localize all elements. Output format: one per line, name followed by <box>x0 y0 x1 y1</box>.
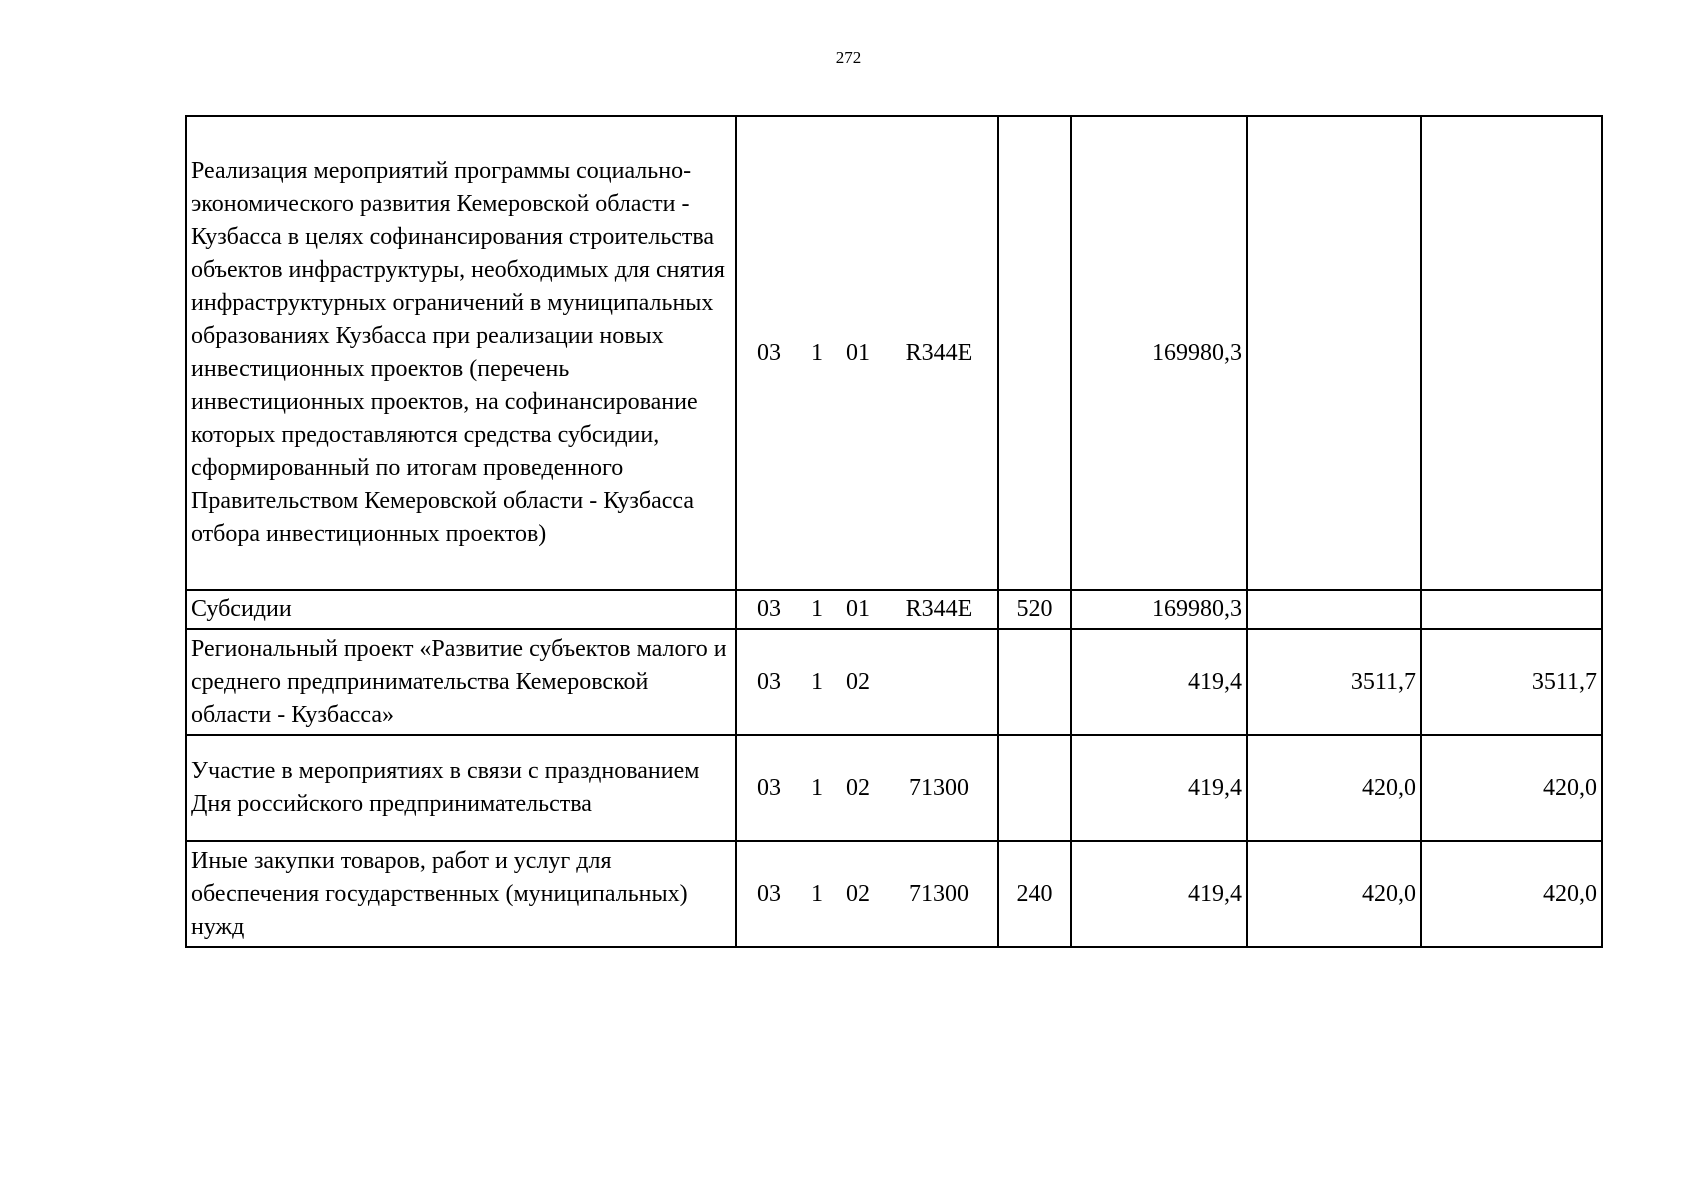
row-name: Иные закупки товаров, работ и услуг для обеспечения государственных (муниципальных) нужд <box>186 841 736 947</box>
table-row <box>186 590 1602 629</box>
subprogram-code: 02 <box>846 668 870 695</box>
classification-codes <box>736 735 998 841</box>
subprogram-code: 01 <box>846 596 870 622</box>
sum-year-2 <box>1247 116 1421 590</box>
direction-code: R344E <box>905 596 973 622</box>
expense-type-code <box>998 116 1071 590</box>
row-name: Реализация мероприятий программы социально-экономического развития Кемеровской области - Кузбасса в целях софинансирования строительства объектов инфраструктуры, необходимых для снятия инфраструктурных ограничений в муниципальных образованиях Кузбасса при реализации новых инвестиционных проектов (перечень инвестиционных проектов, на софинансирование которых предоставляются средства субсидии, сформированный по итогам проведенного Правительством Кемеровской области - Кузбасса отбора инвестиционных проектов) <box>186 116 736 590</box>
sum-year-1: 419,4 <box>1071 841 1247 947</box>
sum-year-3: 3511,7 <box>1421 629 1602 735</box>
program-code: 1 <box>811 596 823 622</box>
subprogram-code: 01 <box>846 339 870 366</box>
sum-year-2: 420,0 <box>1247 841 1421 947</box>
section-code: 03 <box>757 668 781 695</box>
sum-year-1: 419,4 <box>1071 735 1247 841</box>
section-code: 03 <box>757 596 781 622</box>
table-row <box>186 629 1602 735</box>
table-row <box>186 735 1602 841</box>
direction-code: 71300 <box>909 774 969 801</box>
classification-codes <box>736 841 998 947</box>
row-name: Региональный проект «Развитие субъектов малого и среднего предпринимательства Кемеровской области - Кузбасса» <box>186 629 736 735</box>
row-name: Участие в мероприятиях в связи с празднованием Дня российского предпринимательства <box>186 735 736 841</box>
expense-type-code: 240 <box>998 841 1071 947</box>
expense-type-code <box>998 629 1071 735</box>
sum-year-3: 420,0 <box>1421 735 1602 841</box>
budget-table <box>185 115 1603 948</box>
sum-year-3 <box>1421 116 1602 590</box>
sum-year-1: 419,4 <box>1071 629 1247 735</box>
table-row <box>186 116 1602 590</box>
sum-year-3: 420,0 <box>1421 841 1602 947</box>
program-code: 1 <box>811 668 823 695</box>
subprogram-code: 02 <box>846 880 870 907</box>
subprogram-code: 02 <box>846 774 870 801</box>
sum-year-1: 169980,3 <box>1071 116 1247 590</box>
classification-codes <box>736 116 998 590</box>
program-code: 1 <box>811 774 823 801</box>
section-code: 03 <box>757 339 781 366</box>
row-name: Субсидии <box>186 590 736 629</box>
section-code: 03 <box>757 774 781 801</box>
expense-type-code <box>998 735 1071 841</box>
sum-year-2: 3511,7 <box>1247 629 1421 735</box>
direction-code: R344E <box>905 339 973 366</box>
sum-year-3 <box>1421 590 1602 629</box>
sum-year-2 <box>1247 590 1421 629</box>
page-number: 272 <box>835 48 862 67</box>
section-code: 03 <box>757 880 781 907</box>
program-code: 1 <box>811 339 823 366</box>
sum-year-1: 169980,3 <box>1071 590 1247 629</box>
program-code: 1 <box>811 880 823 907</box>
sum-year-2: 420,0 <box>1247 735 1421 841</box>
direction-code: 71300 <box>909 880 969 907</box>
expense-type-code: 520 <box>998 590 1071 629</box>
table-row <box>186 841 1602 947</box>
classification-codes <box>736 590 998 629</box>
classification-codes <box>736 629 998 735</box>
